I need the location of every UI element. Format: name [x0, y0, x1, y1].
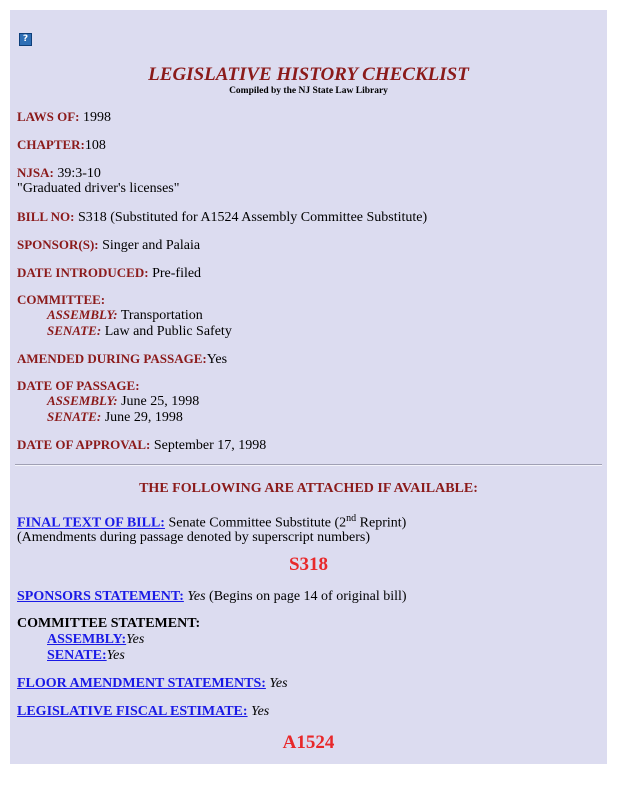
- committee-assembly-value: Transportation: [120, 308, 203, 323]
- floor-amendment-value: Yes: [269, 676, 288, 691]
- bill-no-value: S318 (Substituted for A1524 Assembly Committee Substitute): [77, 210, 428, 225]
- laws-of-row: [17, 109, 111, 126]
- bill-no-label: BILL NO:: [17, 209, 75, 224]
- laws-of-label: LAWS OF:: [17, 109, 80, 124]
- floor-amendment-link[interactable]: FLOOR AMENDMENT STATEMENTS:: [17, 676, 266, 691]
- cs-senate-value: Yes: [106, 648, 125, 663]
- bill-heading-s318: S318: [288, 554, 329, 575]
- committee-assembly-row: [47, 307, 203, 324]
- passage-assembly-value: June 25, 1998: [121, 394, 200, 409]
- njsa-row: [17, 165, 101, 182]
- committee-label-text: COMMITTEE:: [17, 292, 106, 307]
- horizontal-divider: [15, 464, 602, 466]
- passage-assembly-label: ASSEMBLY:: [47, 393, 118, 408]
- sponsors-row: [17, 237, 200, 254]
- bill-no-row: [17, 209, 427, 226]
- njsa-label: NJSA:: [17, 165, 54, 180]
- chapter-label: CHAPTER:: [17, 137, 85, 152]
- date-of-approval-row: [17, 437, 266, 454]
- committee-senate-row: [47, 323, 232, 340]
- sponsors-value: Singer and Palaia: [102, 238, 201, 253]
- fiscal-estimate-value: Yes: [251, 704, 270, 719]
- committee-senate-label: SENATE:: [47, 323, 102, 338]
- date-of-approval-value: September 17, 1998: [153, 438, 267, 453]
- sponsors-statement-note: (Begins on page 14 of original bill): [209, 589, 407, 604]
- passage-senate-value: June 29, 1998: [104, 410, 183, 425]
- passage-senate-row: [47, 409, 183, 426]
- committee-statement-label-text: COMMITTEE STATEMENT:: [17, 616, 201, 631]
- date-introduced-label: DATE INTRODUCED:: [17, 265, 149, 280]
- date-introduced-row: [17, 265, 201, 282]
- cs-assembly-link[interactable]: ASSEMBLY:: [47, 632, 127, 647]
- cs-assembly-row: [47, 632, 144, 648]
- final-text-value: Senate Committee Substitute (2: [168, 515, 347, 531]
- sponsors-statement-link[interactable]: SPONSORS STATEMENT:: [17, 589, 184, 604]
- chapter-row: [17, 137, 106, 154]
- sponsors-statement-yes: Yes: [187, 589, 206, 604]
- page-subtitle: Compiled by the NJ State Law Library: [229, 86, 388, 96]
- final-text-end: Reprint): [356, 515, 407, 531]
- bill-heading-a1524: A1524: [282, 732, 335, 753]
- date-introduced-value: Pre-filed: [152, 266, 202, 281]
- sponsors-statement-row: [17, 589, 407, 605]
- fiscal-estimate-row: [17, 704, 269, 720]
- cs-assembly-value: Yes: [126, 632, 145, 647]
- laws-of-value: 1998: [82, 110, 111, 125]
- cs-senate-link[interactable]: SENATE:: [47, 648, 107, 663]
- committee-statement-label: [17, 616, 200, 632]
- date-of-passage-label-text: DATE OF PASSAGE:: [17, 378, 140, 393]
- sponsors-label: SPONSOR(S):: [17, 237, 99, 252]
- final-text-row: [17, 513, 406, 532]
- date-of-approval-label: DATE OF APPROVAL:: [17, 437, 151, 452]
- document-page: [10, 10, 607, 764]
- amended-label: AMENDED DURING PASSAGE:: [17, 351, 207, 366]
- final-text-sup: nd: [346, 513, 357, 524]
- cs-senate-row: [47, 648, 125, 664]
- page-title: LEGISLATIVE HISTORY CHECKLIST: [148, 64, 469, 85]
- njsa-value: 39:3-10: [57, 166, 101, 181]
- chapter-value: 108: [84, 138, 106, 153]
- amended-value: Yes: [206, 352, 228, 367]
- passage-assembly-row: [47, 393, 199, 410]
- floor-amendment-row: [17, 676, 288, 692]
- fiscal-estimate-link[interactable]: LEGISLATIVE FISCAL ESTIMATE:: [17, 704, 248, 719]
- attached-heading: THE FOLLOWING ARE ATTACHED IF AVAILABLE:: [139, 481, 478, 496]
- amended-row: [17, 351, 227, 368]
- njsa-title: "Graduated driver's licenses": [17, 181, 180, 196]
- final-text-note: (Amendments during passage denoted by superscript numbers): [17, 530, 371, 545]
- committee-assembly-label: ASSEMBLY:: [47, 307, 118, 322]
- passage-senate-label: SENATE:: [47, 409, 102, 424]
- committee-senate-value: Law and Public Safety: [104, 324, 232, 339]
- final-text-link[interactable]: FINAL TEXT OF BILL:: [17, 515, 165, 531]
- help-icon[interactable]: ?: [19, 33, 32, 46]
